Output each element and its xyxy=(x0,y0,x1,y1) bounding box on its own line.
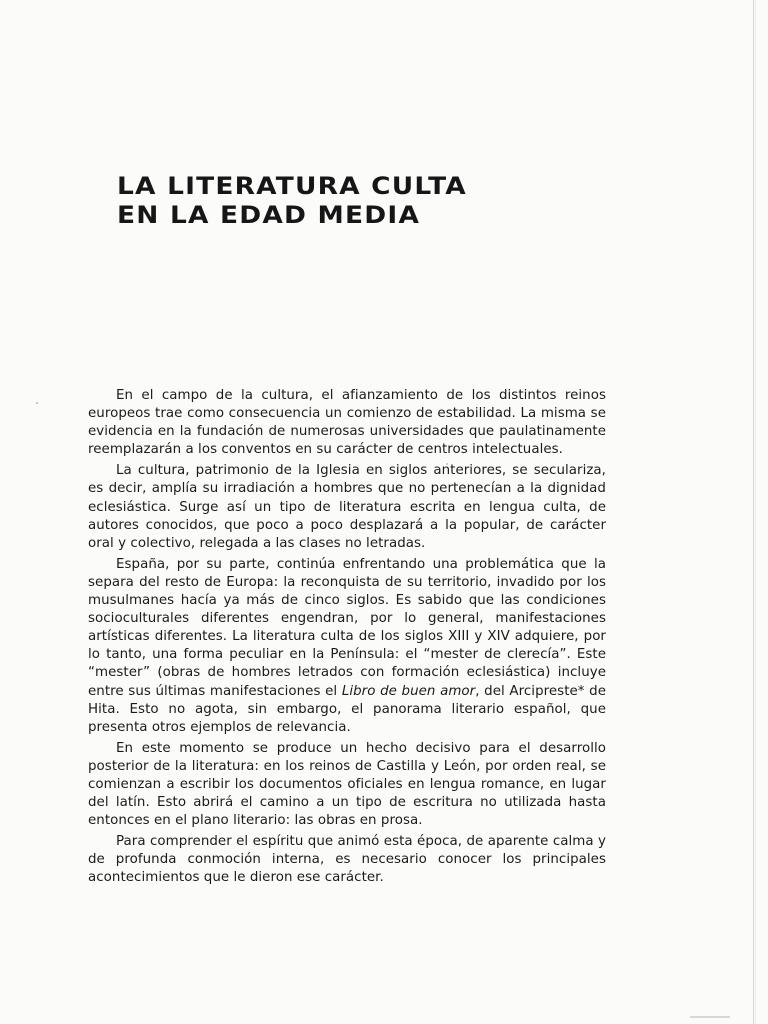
book-title-libro-de-buen-amor: Libro de buen amor xyxy=(341,683,476,699)
paragraph-2: La cultura, patrimonio de la Iglesia en siglos anteriores, se seculariza, es decir, amplía su irradiación a hombres que no pertenecían a la dignidad eclesiástica. Surge así un tipo de literatura escrita en lengua culta, de autores conocidos, que poco a poco desplazará a la popular, de carácter oral y colectivo, relegada a las clases no letradas. xyxy=(88,463,606,551)
chapter-title-line-2: EN LA EDAD MEDIA xyxy=(117,201,421,229)
scan-smudge xyxy=(690,1016,730,1018)
body-text xyxy=(88,387,606,891)
paragraph-5: Para comprender el espíritu que animó esta época, de aparente calma y de profunda conmoción interna, es necesario conocer los principales acontecimientos que le dieron ese carácter. xyxy=(88,834,606,886)
page-edge-shadow xyxy=(755,0,756,1024)
paragraph-3-text-after: , del Arcipreste* de Hita. Esto no agota, sin embargo, el panorama literario español, que presenta otros ejemplos de relevancia. xyxy=(88,683,606,735)
paragraph-3 xyxy=(88,556,606,737)
scan-speck xyxy=(36,402,38,404)
paragraph-3-text-before: España, por su parte, continúa enfrentando una problemática que la separa del resto de Europa: la reconquista de su territorio, invadido por los musulmanes hacía ya más de cinco siglos. Es sabido que las condiciones socioculturales diferentes engendran, por lo general, manifestaciones artísticas diferentes. La literatura culta de los siglos XIII y XIV adquiere, por lo tanto, una forma peculiar en la Península: el “mester de clerecía”. Este “mester” (obras de hombres letrados con formación eclesiástica) incluye entre sus últimas manifestaciones el xyxy=(88,556,606,699)
paragraph-4: En este momento se produce un hecho decisivo para el desarrollo posterior de la literatura: en los reinos de Castilla y León, por orden real, se comienzan a escribir los documentos oficiales en lengua romance, en lugar del latín. Esto abrirá el camino a un tipo de escritura no utilizada hasta entonces en el plano literario: las obras en prosa. xyxy=(88,740,606,829)
page-edge-line xyxy=(753,0,754,1024)
paragraph-1: En el campo de la cultura, el afianzamiento de los distintos reinos europeos trae como consecuencia un comienzo de estabilidad. La misma se evidencia en la fundación de numerosas universidades que paulatinamente reemplazarán a los conventos en su carácter de centros intelectuales. xyxy=(88,388,606,458)
chapter-title xyxy=(117,172,467,230)
chapter-title-line-1: LA LITERATURA CULTA xyxy=(117,172,467,200)
